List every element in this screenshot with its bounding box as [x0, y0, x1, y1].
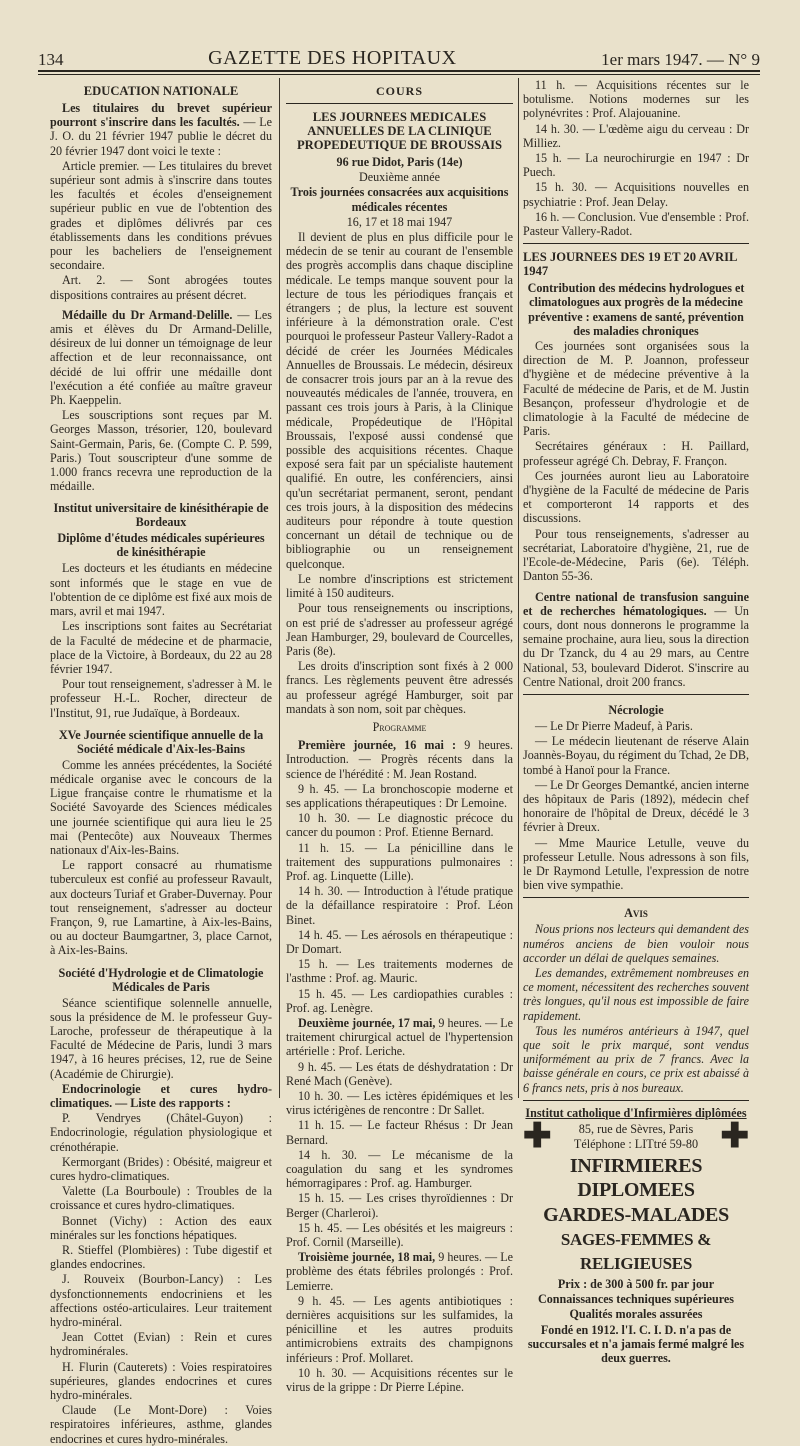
paragraph [50, 101, 272, 158]
ad-phone: Téléphone : LITtré 59-80 [573, 1137, 699, 1151]
obituary-item: — Le médecin lieutenant de réserve Alain Joannès-Boyau, du régiment du Tchad, 2e DB, tombé à Hanoï pour la France. [523, 734, 749, 777]
program-entry: 14 h. 45. — Les aérosols en thérapeutique : Dr Domart. [286, 927, 513, 956]
program-entry: 15 h. 30. — Acquisitions nouvelles en psychiatrie : Prof. Jean Delay. [523, 180, 749, 209]
ad-footer: Fondé en 1912. l'I. C. I. D. n'a pas de succursales et n'a jamais fermé malgré les deux guerres. [527, 1322, 745, 1366]
program-entry: 9 h. 45. — Les états de déshydratation : Dr René Mach (Genève). [286, 1059, 513, 1088]
ad-headline: INFIRMIERES DIPLOMEES [569, 1155, 703, 1201]
ad-contact [574, 1122, 698, 1152]
section-title: Avis [624, 906, 648, 921]
cross-icon: ✚ [720, 1118, 749, 1155]
dates-line: 16, 17 et 18 mai 1947 [346, 214, 453, 229]
program-entry: 14 h. 30. — Le mécanisme de la coagulation du sang et les syndromes hémorragipares : Prof. ag. Hamburger. [286, 1147, 513, 1191]
ad-headline: SAGES-FEMMES & RELIGIEUSES [560, 1230, 712, 1273]
page-number: 134 [38, 50, 64, 69]
paragraph [523, 590, 749, 689]
paragraph: Séance scientifique solennelle annuelle, sous la présidence de M. le professeur Guy-Laroche, professeur de thérapeutique à la Faculté de Médecine de Paris, lundi 3 mars 1947, à 16 heures précises, 12, rue de Seine (Académie de Chirurgie). [50, 995, 272, 1081]
paragraph: Endocrinologie et cures hydro-climatiques. — Liste des rapports : [50, 1081, 272, 1110]
edition-line: Deuxième année [359, 170, 440, 185]
section-title: Institut universitaire de kinésithérapie de Bordeaux [53, 501, 269, 530]
ad-address: 85, rue de Sèvres, Paris [578, 1122, 694, 1136]
paragraph: Comme les années précédentes, la Société médicale organise avec le concours de la Ligue française contre le rhumatisme et la Société Savoyarde des Sciences médicales une journée scientifique qui aura lieu le 25 mai (Pentecôte) aux Nouveaux Thermes nationaux d'Aix-les-Bains. [50, 757, 272, 857]
day-label: Deuxième journée, 17 mai, [298, 1015, 436, 1030]
column-3 [523, 78, 749, 1366]
obituary-item: — Le Dr Pierre Madeuf, à Paris. [535, 718, 693, 733]
paragraph-text: — Un cours, dont nous donnerons le programme la semaine prochaine, aura lieu, sous la direction du Dr Tzanck, du 4 au 29 mars, au Centre National, 53, boulevard Diderot. S'inscrire au Centre National, droit 200 francs. [523, 603, 749, 689]
program-entry [286, 738, 513, 781]
header-rule-thin [38, 74, 760, 75]
entry-text: 9 heures. Introduction. — Progrès récents dans la science de l'hérédité : M. Jean Rostand. [286, 738, 513, 781]
paragraph: Valette (La Bourboule) : Troubles de la croissance et cures hydro-climatiques. [50, 1184, 272, 1213]
entry-text: 9 heures. — Le traitement chirurgical actuel de l'hypertension artérielle : Prof. Leriche. [286, 1015, 513, 1059]
divider [286, 103, 513, 104]
day-label: Première journée, 16 mai : [298, 738, 457, 753]
program-entry [286, 1016, 513, 1059]
paragraph: Ces journées sont organisées sous la direction de M. P. Joannon, professeur d'hygiène et de médecine préventive à la Faculté de médecine de Paris, et de M. Justin Besançon, professeur d'hydrologie et de climatologie à la Faculté de médecine de Paris. [523, 339, 749, 439]
page-header [38, 36, 760, 70]
paragraph: H. Flurin (Cauterets) : Voies respiratoires supérieures, glandes endocrines et cures hydro-minérales. [50, 1359, 272, 1403]
section-title: Nécrologie [608, 702, 664, 717]
paragraph: Pour tous renseignements, s'adresser au secrétariat, Laboratoire d'hygiène, 21, rue de l'Ecole-de-Médecine, Paris (6e). Téléph. Danton 55-36. [523, 526, 749, 584]
program-entry [286, 1250, 513, 1293]
program-entry: 10 h. 30. — Les ictères épidémiques et les virus ictérigènes de rencontre : Dr Sallet. [286, 1089, 513, 1118]
section-title: XVe Journée scientifique annuelle de la Société médicale d'Aix-les-Bains [58, 727, 264, 756]
paragraph: Le nombre d'inscriptions est strictement limité à 150 auditeurs. [286, 571, 513, 601]
program-entry: 15 h. 45. — Les obésités et les maigreurs : Prof. Cornil (Marseille). [286, 1220, 513, 1250]
paragraph: Bonnet (Vichy) : Action des eaux minérales sur les fonctions hépatiques. [50, 1213, 272, 1242]
notice-paragraph: Nous prions nos lecteurs qui demandent des numéros anciens de bien vouloir nous accorder un délai de quelques semaines. [523, 922, 749, 965]
notice-paragraph: Les demandes, extrêmement nombreuses en ce moment, nécessitent des recherches souvent très longues, qu'il nous est impossible de faire rapidement. [523, 965, 749, 1023]
program-entry: 16 h. — Conclusion. Vue d'ensemble : Prof. Pasteur Vallery-Radot. [523, 209, 749, 239]
address-line: 96 rue Didot, Paris (14e) [336, 155, 463, 169]
paragraph: Le rapport consacré au rhumatisme tuberculeux est confié au professeur Ravault, aux docteurs Turiaf et Graber-Duvernay. Pour tout renseignement, s'adresser au docteur Françon, 9, rue Lamartine, à Aix-les-Bains, ou au docteur Baumgartner, 3, place Carnot, à Aix-les-Bains. [50, 858, 272, 958]
program-entry: 15 h. 45. — Les cardiopathies curables : Prof. ag. Lenègre. [286, 986, 513, 1015]
paragraph: Secrétaires généraux : H. Paillard, professeur agrégé Ch. Debray, F. Françon. [523, 439, 749, 468]
program-entry: 10 h. 30. — Acquisitions récentes sur le virus de la grippe : Dr Pierre Lépine. [286, 1365, 513, 1395]
journal-title: GAZETTE DES HOPITAUX [208, 47, 457, 69]
entry-text: 9 heures. — Le problème des états fébriles prolongés : Prof. Lemierre. [286, 1250, 513, 1293]
day-label: Troisième journée, 18 mai, [298, 1250, 436, 1265]
article-title: LES JOURNEES DES 19 ET 20 AVRIL 1947 [523, 250, 737, 279]
cross-icon: ✚ [523, 1118, 552, 1155]
paragraph: J. Rouveix (Bourbon-Lancy) : Les dysfonctionnements endocriniens et les affections ostéo-articulaires. Leur traitement hydro-minéral. [50, 1272, 272, 1330]
program-entry: 10 h. 30. — Le diagnostic précoce du cancer du poumon : Prof. Etienne Bernard. [286, 811, 513, 840]
paragraph: Pour tout renseignement, s'adresser à M. le professeur H.-L. Rocher, directeur de l'Institut, 91, rue Judaïque, à Bordeaux. [50, 677, 272, 720]
section-title: Société d'Hydrologie et de Climatologie Médicales de Paris [58, 965, 264, 994]
program-entry: 15 h. — Les traitements modernes de l'asthme : Prof. ag. Mauric. [286, 957, 513, 986]
ad-price: Prix : de 300 à 500 fr. par jour [557, 1277, 715, 1291]
article-subtitle: Contribution des médecins hydrologues et climatologues aux progrès de la médecine préventive : examens de santé, prévention des maladies chroniques [527, 281, 745, 338]
paragraph: Il devient de plus en plus difficile pour le médecin de se tenir au courant de l'ensemble des progrès accomplis dans chaque discipline médicale. Le temps manque souvent pour la lecture de tous les périodiques français et étrangers ; de plus, la lecture est souvent inférieure à la démonstration orale. C'est pourquoi le professeur Pasteur Vallery-Radot a décidé de créer les Journées Médicales Annuelles de Broussais. Le médecin, désireux de consacrer trois jours par an à la revue des nouveautés médicales de l'année, trouvera, en passant ces trois jours à Paris, à la Clinique médicale, Propédeutique de l'Hôpital Broussais, l'exposé aussi condensé que possible des acquisitions récentes. Chaque exposé sera fait par un spécialiste hautement qualifié. En outre, les conférenciers, ainsi qu'un secrétariat permanent, seront, pendant ces trois jours, à la disposition des médecins auditeurs pour répondre à toute question concernant un détail de technique ou de bibliographie ou un renseignement quelconque. [286, 230, 513, 571]
paragraph: Les droits d'inscription sont fixés à 2 000 francs. Les règlements peuvent être adressés au professeur agrégé Hamburger, soit par mandats à son nom, soit par chèques. [286, 659, 513, 716]
program-entry: 11 h. 15. — Le facteur Rhésus : Dr Jean Bernard. [286, 1118, 513, 1147]
paragraph: P. Vendryes (Châtel-Guyon) : Endocrinologie, régulation physiologique et crénothérapie. [50, 1111, 272, 1154]
paragraph: Ces journées auront lieu au Laboratoire d'hygiène de la Faculté de médecine de Paris et comporteront 14 rapports et des discussions. [523, 468, 749, 526]
program-entry: 11 h. 15. — La pénicilline dans le traitement des suppurations pulmonaires : Prof. ag. Linquette (Lille). [286, 840, 513, 883]
ad-line: Qualités morales assurées [569, 1307, 703, 1322]
paragraph: Art. 2. — Sont abrogées toutes dispositions contraires au présent décret. [50, 273, 272, 302]
paragraph: Les inscriptions sont faites au Secrétariat de la Faculté de médecine et de pharmacie, place de la Victoire, à Bordeaux, du 22 au 28 février 1947. [50, 619, 272, 676]
program-entry: 11 h. — Acquisitions récentes sur le botulisme. Notions modernes sur les polynévrites : Prof. Alajouanine. [523, 78, 749, 121]
program-entry: 14 h. 30. — Introduction à l'étude pratique de la défaillance respiratoire : Prof. Léon Binet. [286, 884, 513, 927]
column-divider [518, 78, 519, 1098]
paragraph-lead: Médaille du Dr Armand-Delille. [62, 307, 233, 322]
program-entry: 15 h. — La neurochirurgie en 1947 : Dr Puech. [523, 151, 749, 180]
ad-title: Institut catholique d'Infirmières diplômées [525, 1105, 747, 1120]
program-entry: 9 h. 45. — Les agents antibiotiques : dernières acquisitions sur les sulfamides, la pénicilline et les autres produits antimicrobiens extraits des champignons inférieurs : Prof. Mollaret. [286, 1293, 513, 1365]
notice-paragraph: Tous les numéros antérieurs à 1947, quel que soit le prix marqué, sont vendus uniformément au prix de 7 francs. Avec la baisse générale en cours, ce prix est abaissé à 6 francs nets, pris à nos bureaux. [523, 1023, 749, 1095]
paragraph [50, 308, 272, 407]
paragraph: R. Stieffel (Plombières) : Tube digestif et glandes endocrines. [50, 1243, 272, 1272]
divider [523, 897, 749, 898]
paragraph-text: — Les amis et élèves du Dr Armand-Delille, désireux de lui donner un témoignage de leur affection et de leur reconnaissance, ont décidé de lui offrir une médaille dont l'exécution a été confiée au maître graveur Ph. Kaeppelin. [50, 307, 272, 408]
program-entry: 9 h. 45. — La bronchoscopie moderne et ses applications thérapeutiques : Dr Lemoine. [286, 781, 513, 810]
obituary-item: — Le Dr Georges Demantké, ancien interne des hôpitaux de Paris (1892), médecin chef honoraire de l'hôpital de Dreux, décédé le 3 février à Dreux. [523, 777, 749, 835]
paragraph: Jean Cottet (Evian) : Rein et cures hydrominérales. [50, 1330, 272, 1359]
issue-date: 1er mars 1947. — N° 9 [601, 50, 760, 69]
divider [523, 1100, 749, 1101]
column-1 [50, 78, 272, 1446]
program-entry: 15 h. 15. — Les crises thyroïdiennes : Dr Berger (Charleroi). [286, 1191, 513, 1220]
paragraph-lead: Les titulaires du brevet supérieur pourront s'inscrire dans les facultés. [50, 101, 272, 130]
column-divider [279, 78, 280, 1098]
ad-headline: GARDES-MALADES [543, 1204, 729, 1226]
paragraph: Les souscriptions sont reçues par M. Georges Masson, trésorier, 120, boulevard Saint-Germain, Paris, 6e. (Compte C. P. 599, Paris.) Tout souscripteur d'une somme de 1.000 francs recevra une reproduction de la médaille. [50, 408, 272, 494]
obituary-item: — Mme Maurice Letulle, veuve du professeur Letulle. Nous adressons à son fils, le Dr Raymond Letulle, l'expression de notre bien vive sympathie. [523, 835, 749, 893]
ad-contact-block [523, 1118, 749, 1155]
ad-line: Connaissances techniques supérieures [538, 1292, 734, 1307]
program-heading: Programme [372, 719, 427, 734]
paragraph-text: — Le J. O. du 21 février 1947 publie le décret du 20 février 1947 dont voici le texte : [50, 115, 272, 158]
paragraph: Claude (Le Mont-Dore) : Voies respiratoires inférieures, asthme, glandes endocrines et cures hydro-minérales. [50, 1403, 272, 1446]
column-2 [286, 78, 513, 1395]
paragraph: Les docteurs et les étudiants en médecine sont informés que le stage en vue de l'obtention de ce diplôme est fixé aux mois de mars, avril et mai 1947. [50, 561, 272, 619]
paragraph-lead: Centre national de transfusion sanguine et de recherches hématologiques. [523, 589, 749, 618]
divider [523, 694, 749, 695]
header-rule [38, 70, 760, 72]
paragraph: Pour tous renseignements ou inscriptions, on est prié de s'adresser au professeur agrégé Jean Hamburger, 29, boulevard de Courcelles, Paris (8e). [286, 601, 513, 658]
section-subtitle: Diplôme d'études médicales supérieures de kinésithérapie [57, 531, 265, 560]
program-entry: 14 h. 30. — L'œdème aigu du cerveau : Dr Milliez. [523, 121, 749, 150]
article-title: LES JOURNEES MEDICALES ANNUELLES DE LA CLINIQUE PROPEDEUTIQUE DE BROUSSAIS [296, 110, 503, 152]
paragraph: Kermorgant (Brides) : Obésité, maigreur et cures hydro-climatiques. [50, 1154, 272, 1183]
paragraph: Article premier. — Les titulaires du brevet supérieur sont admis à s'inscrire dans toutes les facultés et écoles d'enseignement supérieur public en vue de l'obtention des grades et diplômes délivrés par ces établissements dans les conditions prévues pour les bacheliers de l'enseignement secondaire. [50, 158, 272, 273]
article-subtitle: Trois journées consacrées aux acquisitions médicales récentes [290, 185, 509, 214]
section-title: COURS [375, 84, 423, 98]
divider [523, 243, 749, 244]
section-title: EDUCATION NATIONALE [83, 84, 239, 98]
